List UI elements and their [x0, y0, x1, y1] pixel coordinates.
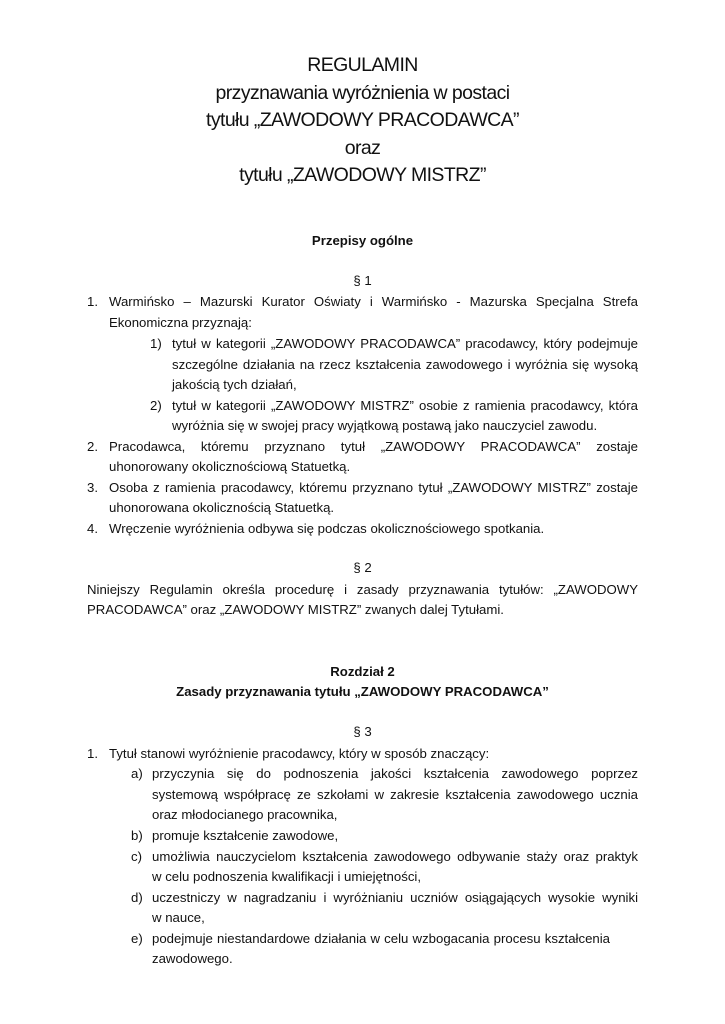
list-number: 2.: [87, 439, 98, 454]
sublist-item-text: w nauce,: [152, 910, 205, 925]
list-item-text: Wręczenie wyróżnienia odbywa się podczas okolicznościowego spotkania.: [109, 521, 545, 536]
sublist-item-text: tytuł w kategorii „ZAWODOWY PRACODAWCA” pracodawcy, który podejmuje: [172, 336, 638, 351]
sublist-letter: c): [131, 849, 142, 864]
list-item-text: Osoba z ramienia pracodawcy, któremu przyznano tytuł „ZAWODOWY MISTRZ” zostaje: [109, 480, 638, 495]
list-number: 1.: [87, 294, 98, 309]
sublist-item-text: zawodowego.: [152, 951, 233, 966]
list-number: 1.: [87, 746, 98, 761]
list-item-text: uhonorowana okolicznością Statuetką.: [109, 500, 335, 515]
title-line-2: przyznawania wyróżnienia w postaci: [215, 81, 510, 104]
sublist-item-text: tytuł w kategorii „ZAWODOWY MISTRZ” osobie z ramienia pracodawcy, która: [172, 398, 638, 413]
sublist-item-text: w celu podnoszenia kwalifikacji i umiejętności,: [152, 869, 422, 884]
paragraph-text: Niniejszy Regulamin określa procedurę i zasady przyznawania tytułów: „ZAWODOWY: [87, 582, 638, 597]
paragraph-sign-3: § 3: [353, 724, 372, 739]
sublist-letter: d): [131, 890, 143, 905]
list-item-text: Warmińsko – Mazurski Kurator Oświaty i Warmińsko - Mazurska Specjalna Strefa: [109, 294, 638, 309]
sublist-item-text: promuje kształcenie zawodowe,: [152, 828, 339, 843]
title-line-3: tytułu „ZAWODOWY PRACODAWCA”: [206, 109, 519, 131]
sublist-item-text: przyczynia się do podnoszenia jakości kształcenia zawodowego poprzez: [152, 766, 638, 781]
sublist-letter: e): [131, 931, 143, 946]
sublist-item-text: podejmuje niestandardowe działania w celu wzbogacania procesu kształcenia: [152, 931, 610, 946]
list-item-text: Pracodawca, któremu przyznano tytuł „ZAWODOWY PRACODAWCA” zostaje: [109, 439, 638, 454]
sublist-item-text: szczególne działania na rzecz kształcenia zawodowego i wyróżnia się wysoką: [172, 357, 638, 372]
sublist-item-text: wyróżnia się w swojej pracy wyjątkową postawą jako nauczyciel zawodu.: [172, 418, 598, 433]
sublist-number: 2): [150, 398, 162, 413]
paragraph-sign-2: § 2: [353, 560, 372, 575]
title-line-4: oraz: [344, 136, 381, 159]
sublist-letter: a): [131, 766, 143, 781]
document-title: [0, 52, 725, 190]
list-number: 4.: [87, 521, 98, 536]
section-heading-general: Przepisy ogólne: [311, 233, 414, 248]
list-item-text: uhonorowany okolicznościową Statuetką.: [109, 459, 351, 474]
chapter-heading: Rozdział 2: [330, 664, 395, 679]
title-line-1: REGULAMIN: [307, 54, 418, 76]
paragraph-text: PRACODAWCA” oraz „ZAWODOWY MISTRZ” zwanych dalej Tytułami.: [87, 602, 504, 617]
sublist-letter: b): [131, 828, 143, 843]
sublist-item-text: jakością tych działań,: [172, 377, 297, 392]
paragraph-sign-1: § 1: [353, 273, 372, 288]
sublist-number: 1): [150, 336, 162, 351]
sublist-item-text: oraz młodocianego pracownika,: [152, 807, 338, 822]
chapter-subheading: Zasady przyznawania tytułu „ZAWODOWY PRACODAWCA”: [176, 684, 549, 699]
sublist-item-text: umożliwia nauczycielom kształcenia zawodowego odbywanie staży oraz praktyk: [152, 849, 638, 864]
list-number: 3.: [87, 480, 98, 495]
list-item-text: Tytuł stanowi wyróżnienie pracodawcy, który w sposób znaczący:: [109, 746, 490, 761]
title-line-5: tytułu „ZAWODOWY MISTRZ”: [239, 164, 486, 186]
sublist-item-text: systemową współpracę ze szkołami w zakresie kształcenia zawodowego ucznia: [152, 787, 638, 802]
sublist-item-text: uczestniczy w nagradzaniu i wyróżnianiu uczniów osiągających wysokie wyniki: [152, 890, 638, 905]
list-item-text: Ekonomiczna przyznają:: [109, 315, 252, 330]
